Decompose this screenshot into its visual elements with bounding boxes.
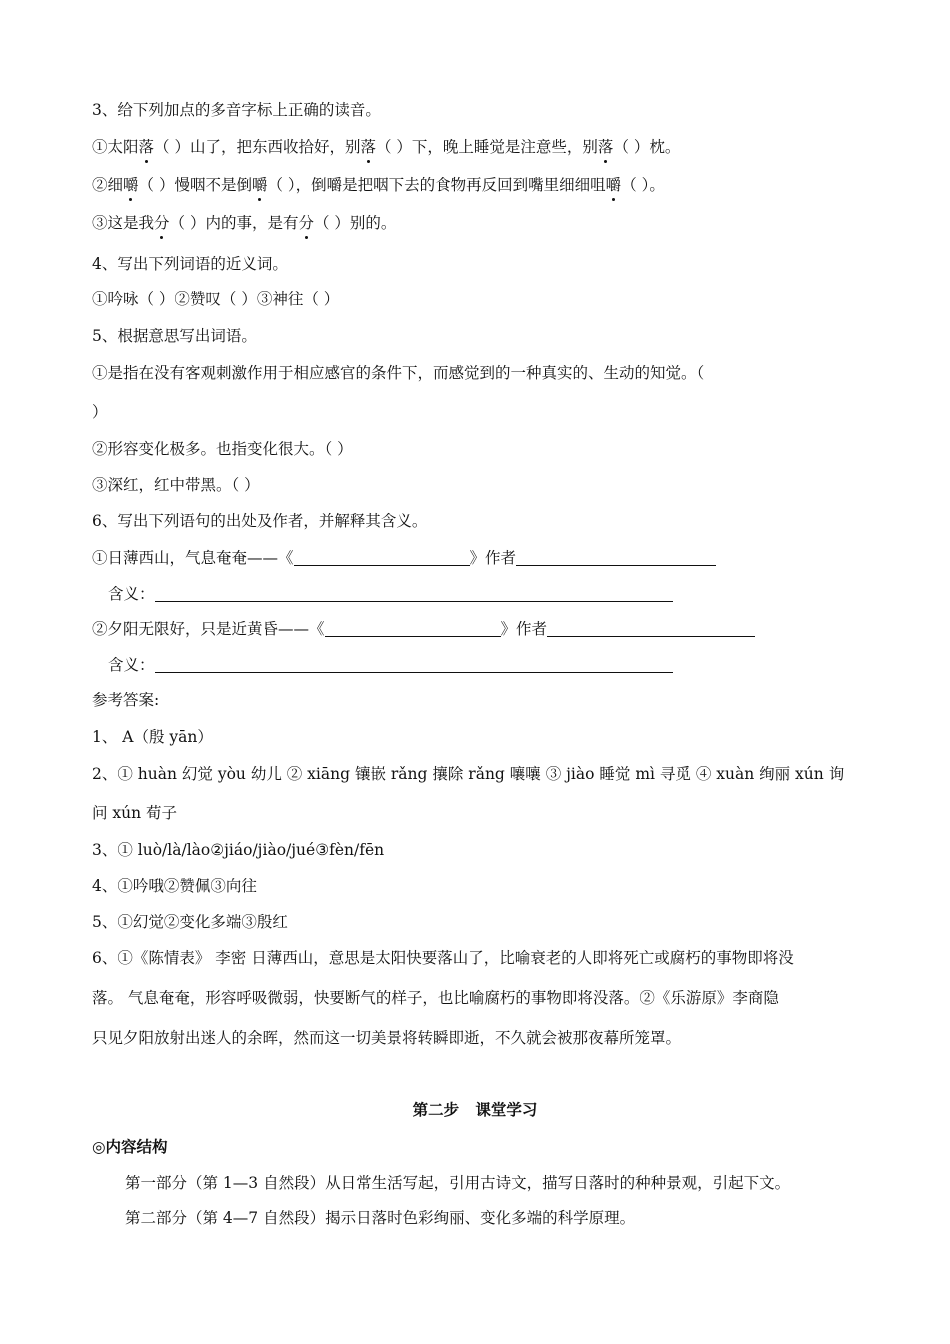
section-title: ◎内容结构: [92, 1137, 168, 1156]
question-3-line-1: ①太阳落（ ）山了，把东西收拾好，别落（ ）下，晚上睡觉是注意些，别落（ ）枕。: [92, 138, 681, 156]
answer-3: 3、① luò/là/lào②jiáo/jiào/jué③fèn/fēn: [92, 841, 385, 859]
answer-blank[interactable]: [547, 620, 755, 637]
question-5-line-3: ③深红，红中带黑。（ ）: [92, 476, 260, 494]
answer-1: 1、 A（殷 yān）: [92, 728, 213, 746]
answer-6-cont-1: 落。 气息奄奄，形容呼吸微弱，快要断气的样子，也比喻腐朽的事物即将没落。②《乐游原》李商隐: [92, 989, 779, 1007]
structure-paragraph-2: 第二部分（第 4—7 自然段）揭示日落时色彩绚丽、变化多端的科学原理。: [125, 1209, 636, 1227]
answer-blank[interactable]: [294, 549, 470, 566]
answer-5: 5、①幻觉②变化多端③殷红: [92, 913, 288, 931]
question-3-title: 3、给下列加点的多音字标上正确的读音。: [92, 101, 381, 119]
question-6-title: 6、写出下列语句的出处及作者，并解释其含义。: [92, 512, 428, 530]
question-3-line-2: ②细嚼（ ）慢咽不是倒嚼（ ），倒嚼是把咽下去的食物再反回到嘴里细细咀嚼（ ）。: [92, 176, 665, 194]
answer-blank[interactable]: [516, 549, 716, 566]
dotted-char: 落: [138, 138, 155, 156]
answers-title: 参考答案:: [92, 691, 160, 709]
answer-4: 4、①吟哦②赞佩③向往: [92, 877, 257, 895]
answer-6: 6、①《陈情表》 李密 日薄西山，意思是太阳快要落山了，比喻衰老的人即将死亡或腐朽的事物即将没: [92, 949, 794, 967]
answer-blank[interactable]: [155, 656, 673, 673]
answer-2-cont: 问 xún 荀子: [92, 804, 178, 822]
dotted-char: 嚼: [123, 176, 139, 194]
question-6-line-2: ②夕阳无限好，只是近黄昏——《 》作者: [92, 619, 755, 639]
answer-2: 2、① huàn 幻觉 yòu 幼儿 ② xiāng 镶嵌 rǎng 攘除 rǎng 嚷嚷 ③ jiào 睡觉 mì 寻觅 ④ xuàn 绚丽 xún 询: [92, 765, 845, 783]
question-5-line-1-close: ）: [92, 403, 108, 421]
answer-blank[interactable]: [155, 585, 673, 602]
question-4-line-1: ①吟咏（ ）②赞叹（ ）③神往（ ）: [92, 290, 340, 308]
dotted-char: 嚼: [605, 176, 622, 194]
structure-paragraph-1: 第一部分（第 1—3 自然段）从日常生活写起，引用古诗文，描写日落时的种种景观，引起下文。: [125, 1174, 791, 1192]
answer-blank[interactable]: [325, 620, 501, 637]
step-heading: 第二步 课堂学习: [412, 1100, 538, 1119]
dotted-char: 嚼: [251, 176, 268, 194]
dotted-char: 分: [298, 214, 314, 232]
question-6-meaning-1: 含义：: [108, 584, 673, 604]
dotted-char: 落: [360, 138, 376, 156]
question-5-title: 5、根据意思写出词语。: [92, 327, 257, 345]
question-6-meaning-2: 含义：: [108, 655, 673, 675]
question-4-title: 4、写出下列词语的近义词。: [92, 255, 288, 273]
answer-6-cont-2: 只见夕阳放射出迷人的余晖，然而这一切美景将转瞬即逝，不久就会被那夜幕所笼罩。: [92, 1029, 682, 1047]
dotted-char: 分: [154, 214, 170, 232]
dotted-char: 落: [597, 138, 614, 156]
question-3-line-3: ③这是我分（ ）内的事，是有分（ ）别的。: [92, 214, 397, 232]
question-6-line-1: ①日薄西山，气息奄奄——《 》作者: [92, 548, 716, 568]
question-5-line-2: ②形容变化极多。也指变化很大。（ ）: [92, 440, 353, 458]
question-5-line-1: ①是指在没有客观刺激作用于相应感官的条件下，而感觉到的一种真实的、生动的知觉。（: [92, 364, 705, 382]
